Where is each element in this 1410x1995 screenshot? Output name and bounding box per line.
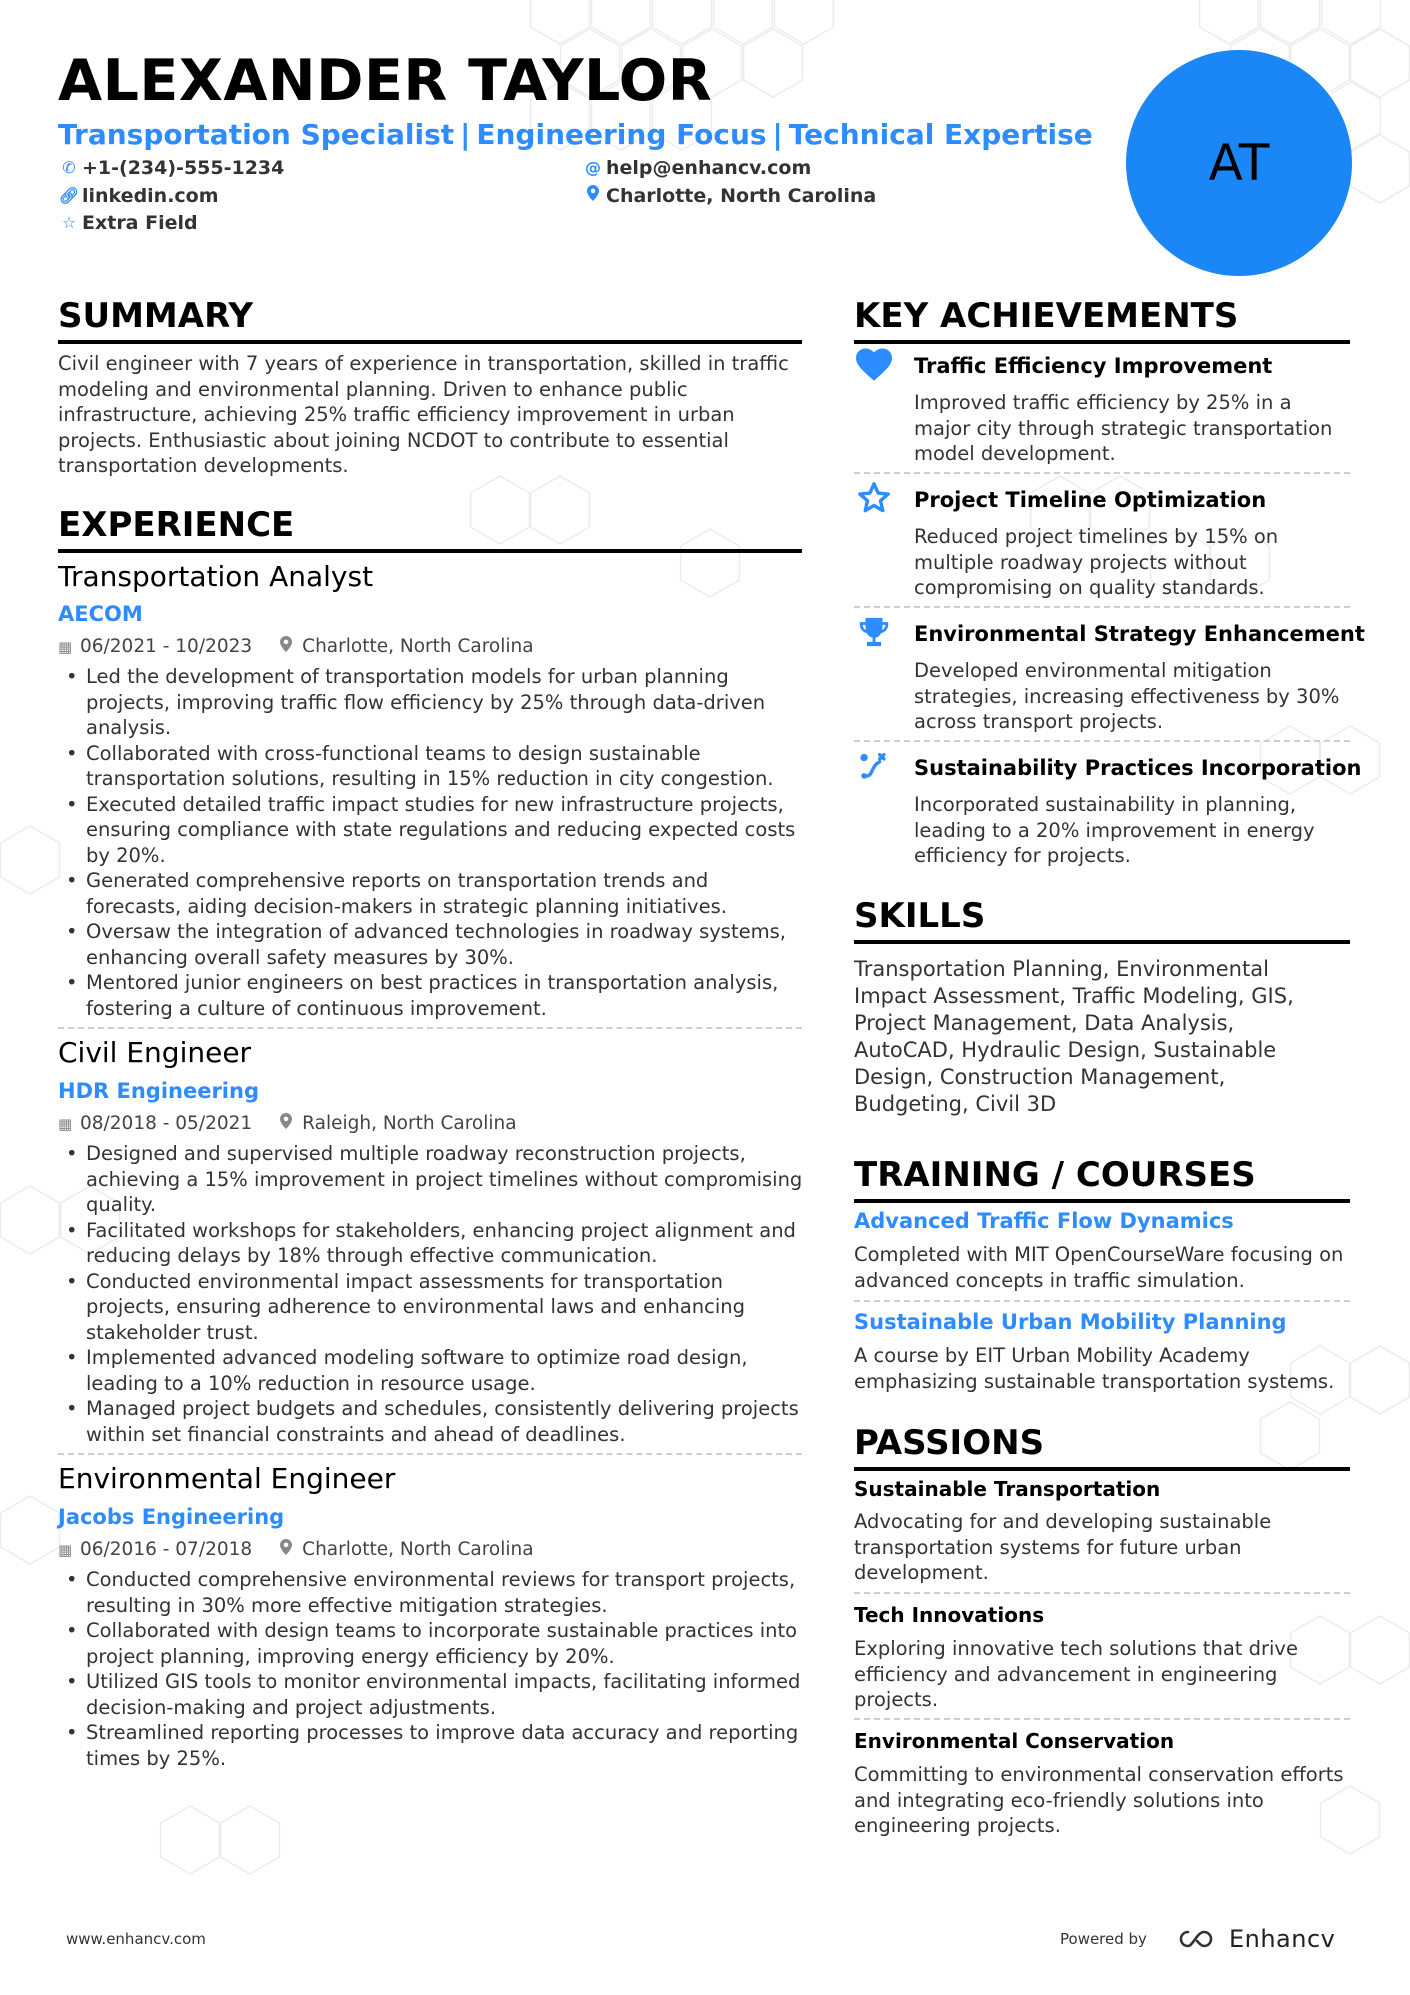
location-pin-icon: [582, 183, 604, 209]
company-name: Jacobs Engineering: [58, 1505, 285, 1529]
candidate-name: ALEXANDER TAYLOR: [58, 48, 713, 114]
tagline-item: Technical Expertise: [788, 118, 1093, 151]
list-item: • Designed and supervised multiple roadway reconstruction projects, achieving a 15% improvement in project timelines without compromising quality.: [58, 1141, 806, 1218]
list-item: • Implemented advanced modeling software to optimize road design, leading to a 10% reduction in resource usage.: [58, 1345, 806, 1396]
achievement-title: Traffic Efficiency Improvement: [914, 354, 1273, 378]
job-bullets: [58, 664, 806, 1021]
powered-by-label: Powered by: [1060, 1930, 1147, 1948]
contact-email[interactable]: [582, 155, 811, 181]
course-desc: A course by EIT Urban Mobility Academy emphasizing sustainable transportation systems.: [854, 1344, 1335, 1393]
enhancv-logo: [1177, 1925, 1335, 1953]
course-desc: Completed with MIT OpenCourseWare focusing on advanced concepts in traffic simulation.: [854, 1243, 1344, 1292]
calendar-icon: ▦: [58, 1115, 73, 1133]
passion-desc: Exploring innovative tech solutions that drive efficiency and advancement in engineering projects.: [854, 1637, 1298, 1711]
list-item: • Conducted comprehensive environmental reviews for transport projects, resulting in 30% more effective mitigation strategies.: [58, 1567, 806, 1618]
skills-text: Transportation Planning, Environmental Impact Assessment, Traffic Modeling, GIS, Project Management, Data Analysis, AutoCAD, Hydraulic Design, Sustainable Design, Construction Management, Budgeting, Civil 3D: [854, 957, 1294, 1116]
job-meta: [58, 1111, 517, 1137]
calendar-icon: ▦: [58, 638, 73, 656]
experience-heading: EXPERIENCE: [58, 505, 802, 553]
achievement-title: Environmental Strategy Enhancement: [914, 622, 1365, 646]
list-item: • Managed project budgets and schedules, consistently delivering projects within set financial constraints and ahead of deadlines.: [58, 1396, 806, 1447]
passion-title: Environmental Conservation: [854, 1729, 1175, 1753]
job-title: Environmental Engineer: [58, 1462, 396, 1495]
job-dates: 06/2016 - 07/2018: [80, 1539, 253, 1560]
job-bullets: [58, 1567, 806, 1771]
heart-icon: [856, 348, 892, 384]
footer-website[interactable]: www.enhancv.com: [66, 1930, 206, 1948]
tagline: [58, 117, 1093, 153]
achievements-heading: KEY ACHIEVEMENTS: [854, 296, 1350, 344]
job-dates: 06/2021 - 10/2023: [80, 636, 253, 657]
contact-location: [582, 183, 876, 209]
link-icon: 🔗︎: [58, 186, 80, 205]
location-text: Charlotte, North Carolina: [606, 185, 877, 207]
divider: [854, 606, 1350, 608]
phone-text: +1-(234)-555-1234: [82, 157, 285, 179]
job-location: Charlotte, North Carolina: [302, 636, 534, 657]
job-bullets: [58, 1141, 806, 1447]
infinity-icon: [1177, 1928, 1221, 1950]
achievement-title: Project Timeline Optimization: [914, 488, 1267, 512]
brand-name: Enhancv: [1228, 1925, 1336, 1953]
course-title: Advanced Traffic Flow Dynamics: [854, 1209, 1234, 1233]
job-title: Civil Engineer: [58, 1036, 252, 1069]
passion-title: Sustainable Transportation: [854, 1477, 1161, 1501]
job-location: Raleigh, North Carolina: [302, 1113, 517, 1134]
footer-powered-by[interactable]: [1060, 1925, 1335, 1953]
achievement-desc: Improved traffic efficiency by 25% in a major city through strategic transportation model development.: [914, 391, 1333, 465]
list-item: • Collaborated with design teams to incorporate sustainable practices into project planning, improving energy efficiency by 20%.: [58, 1618, 806, 1669]
achievement-desc: Developed environmental mitigation strategies, increasing effectiveness by 30% across transport projects.: [914, 659, 1340, 733]
star-outline-icon: ☆: [61, 213, 77, 232]
passion-title: Tech Innovations: [854, 1603, 1045, 1627]
training-heading: TRAINING / COURSES: [854, 1155, 1350, 1203]
route-icon: [856, 749, 892, 785]
star-icon: [856, 481, 892, 517]
list-item: • Generated comprehensive reports on transportation trends and forecasts, aiding decision-makers in strategic planning initiatives.: [58, 868, 806, 919]
divider: [58, 1027, 802, 1029]
tagline-separator: |: [460, 118, 471, 151]
divider: [854, 1718, 1350, 1720]
divider: [854, 1592, 1350, 1594]
list-item: • Streamlined reporting processes to improve data accuracy and reporting times by 25%.: [58, 1720, 806, 1771]
list-item: • Utilized GIS tools to monitor environmental impacts, facilitating informed decision-making and project adjustments.: [58, 1669, 806, 1720]
email-text: help@enhancv.com: [606, 157, 812, 179]
trophy-icon: [856, 615, 892, 651]
list-item: • Facilitated workshops for stakeholders, enhancing project alignment and reducing delays by 18% through effective communication.: [58, 1218, 806, 1269]
phone-icon: ✆: [62, 158, 76, 177]
extra-text: Extra Field: [82, 212, 198, 234]
tagline-separator: |: [772, 118, 783, 151]
contact-extra: [58, 210, 198, 236]
company-name: HDR Engineering: [58, 1079, 259, 1103]
summary-text: Civil engineer with 7 years of experience in transportation, skilled in traffic modeling and environmental planning. Driven to enhance public infrastructure, achieving 25% traffic efficiency improvement in urban projects. Enthusiastic about joining NCDOT to contribute to essential transportation developments.: [58, 352, 789, 477]
company-name: AECOM: [58, 602, 143, 626]
location-pin-icon: [280, 634, 302, 660]
achievement-desc: Reduced project timelines by 15% on multiple roadway projects without compromising on quality standards.: [914, 525, 1279, 599]
summary-heading: SUMMARY: [58, 296, 802, 344]
list-item: • Conducted environmental impact assessments for transportation projects, ensuring adherence to environmental laws and enhancing stakeholder trust.: [58, 1269, 806, 1346]
calendar-icon: ▦: [58, 1541, 73, 1559]
job-meta: [58, 634, 534, 660]
course-title: Sustainable Urban Mobility Planning: [854, 1310, 1287, 1334]
contact-linkedin[interactable]: [58, 183, 219, 209]
list-item: • Collaborated with cross-functional teams to design sustainable transportation solutions, resulting in 15% reduction in city congestion.: [58, 741, 806, 792]
list-item: • Led the development of transportation models for urban planning projects, improving traffic flow efficiency by 25% through data-driven analysis.: [58, 664, 806, 741]
at-icon: @: [585, 158, 601, 177]
passion-desc: Committing to environmental conservation efforts and integrating eco-friendly solutions into engineering projects.: [854, 1763, 1344, 1837]
divider: [854, 740, 1350, 742]
divider: [854, 1300, 1350, 1302]
divider: [854, 472, 1350, 474]
passion-desc: Advocating for and developing sustainable transportation systems for future urban development.: [854, 1510, 1272, 1584]
list-item: • Mentored junior engineers on best practices in transportation analysis, fostering a culture of continuous improvement.: [58, 970, 806, 1021]
divider: [58, 1453, 802, 1455]
job-location: Charlotte, North Carolina: [302, 1539, 534, 1560]
skills-heading: SKILLS: [854, 896, 1350, 944]
job-meta: [58, 1537, 534, 1563]
avatar: AT: [1126, 50, 1352, 276]
contact-phone[interactable]: [58, 155, 284, 181]
achievement-desc: Incorporated sustainability in planning, leading to a 20% improvement in energy efficiency for projects.: [914, 793, 1315, 867]
passions-heading: PASSIONS: [854, 1423, 1350, 1471]
achievement-title: Sustainability Practices Incorporation: [914, 756, 1362, 780]
job-title: Transportation Analyst: [58, 560, 374, 593]
tagline-item: Transportation Specialist: [58, 118, 455, 151]
tagline-item: Engineering Focus: [476, 118, 767, 151]
location-pin-icon: [280, 1537, 302, 1563]
location-pin-icon: [280, 1111, 302, 1137]
linkedin-text: linkedin.com: [82, 185, 219, 207]
list-item: • Oversaw the integration of advanced technologies in roadway systems, enhancing overall safety measures by 30%.: [58, 919, 806, 970]
list-item: • Executed detailed traffic impact studies for new infrastructure projects, ensuring compliance with state regulations and reducing expected costs by 20%.: [58, 792, 806, 869]
job-dates: 08/2018 - 05/2021: [80, 1113, 253, 1134]
